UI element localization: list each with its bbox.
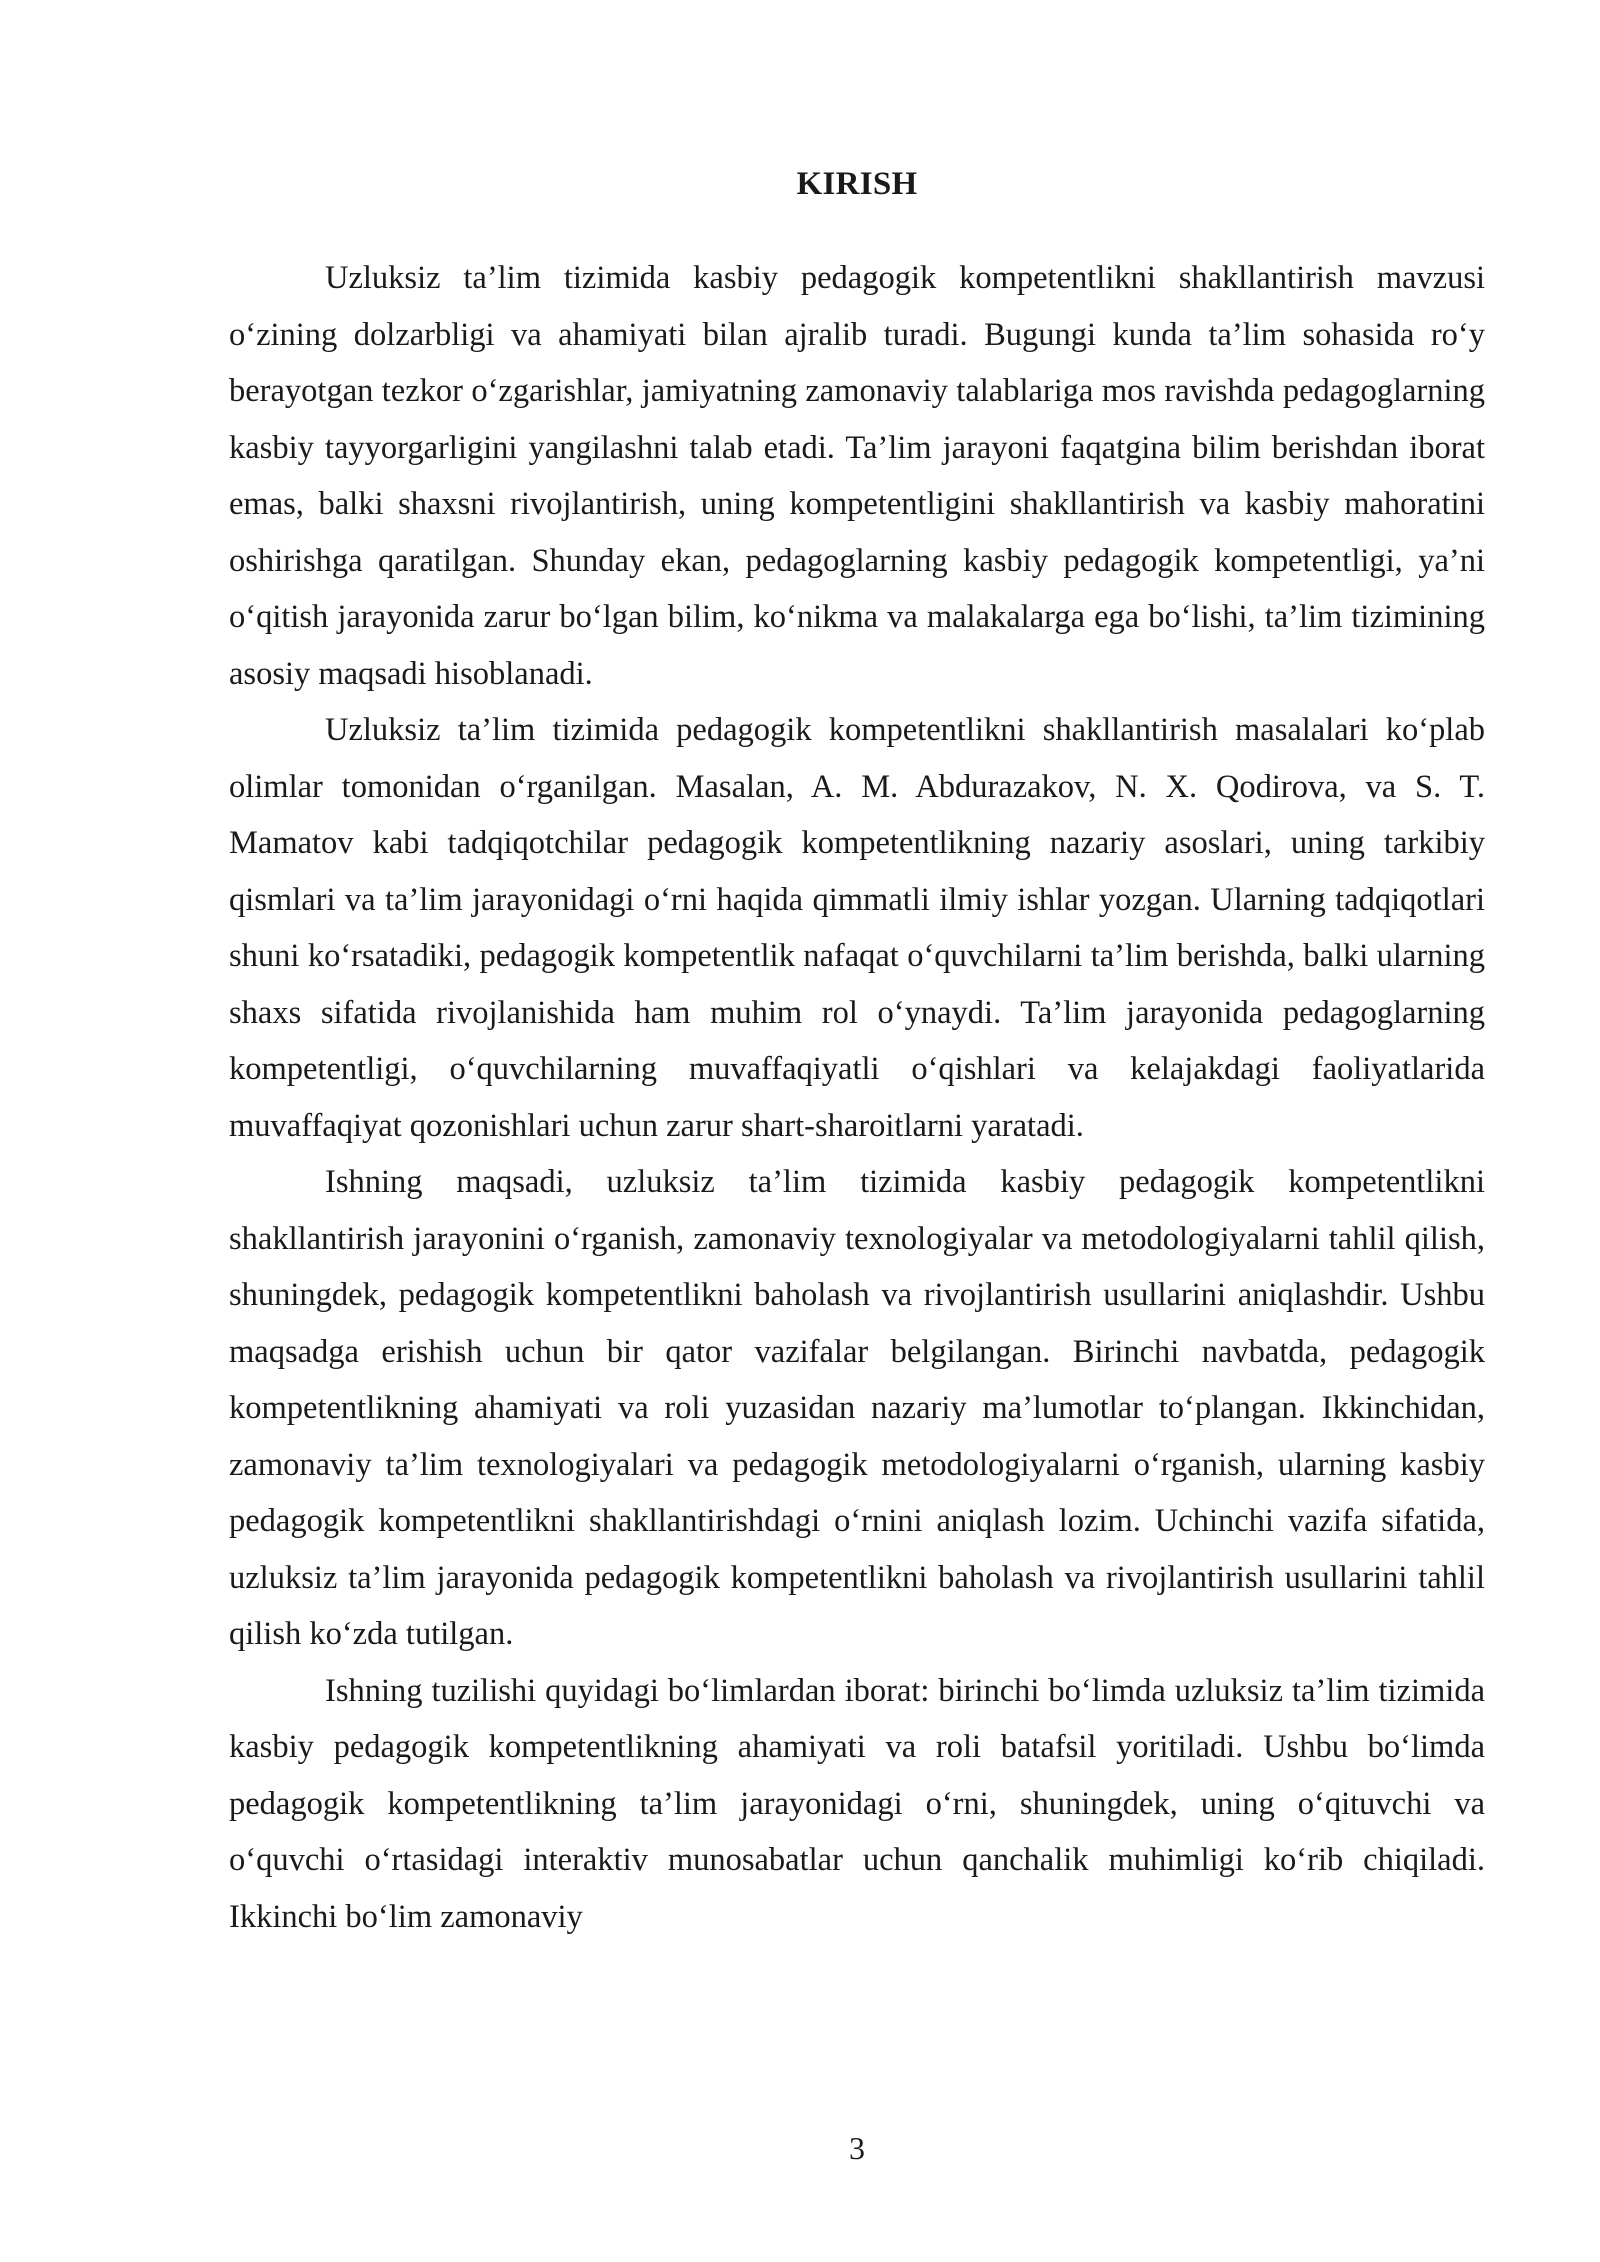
paragraph-structure: Ishning tuzilishi quyidagi bo‘limlardan iborat: birinchi bo‘limda uzluksiz ta’lim tizimida kasbiy pedagogik kompetentlikning ahamiyati va roli batafsil yoritiladi. Ushbu bo‘limda pedagogik kompetentlikning ta’lim jarayonidagi o‘rni, shuningdek, uning o‘qituvchi va o‘quvchi o‘rtasidagi interaktiv munosabatlar uchun qanchalik muhimligi ko‘rib chiqiladi. Ikkinchi bo‘lim zamonaviy bbox=[229, 1672, 1485, 1935]
page-title: KIRISH bbox=[796, 166, 918, 202]
page-number: 3 bbox=[849, 2130, 865, 2166]
paragraph-prior-research: Uzluksiz ta’lim tizimida pedagogik kompetentlikni shakllantirish masalalari ko‘plab olimlar tomonidan o‘rganilgan. Masalan, A. M. Abdurazakov, N. X. Qodirova, va S. T. Mamatov kabi tadqiqotchilar pedagogik kompetentlikning nazariy asoslari, uning tarkibiy qismlari va ta’lim jarayonidagi o‘rni haqida qimmatli ilmiy ishlar yozgan. Ularning tadqiqotlari shuni ko‘rsatadiki, pedagogik kompetentlik nafaqat o‘quvchilarni ta’lim berishda, balki ularning shaxs sifatida rivojlanishida ham muhim rol o‘ynaydi. Ta’lim jarayonida pedagoglarning kompetentligi, o‘quvchilarning muvaffaqiyatli o‘qishlari va kelajakdagi faoliyatlarida muvaffaqiyat qozonishlari uchun zarur shart-sharoitlarni yaratadi. bbox=[229, 712, 1485, 1144]
paragraph-aim-and-tasks: Ishning maqsadi, uzluksiz ta’lim tizimida kasbiy pedagogik kompetentlikni shakllantirish jarayonini o‘rganish, zamonaviy texnologiyalar va metodologiyalarni tahlil qilish, shuningdek, pedagogik kompetentlikni baholash va rivojlantirish usullarini aniqlashdir. Ushbu maqsadga erishish uchun bir qator vazifalar belgilangan. Birinchi navbatda, pedagogik kompetentlikning ahamiyati va roli yuzasidan nazariy ma’lumotlar to‘plangan. Ikkinchidan, zamonaviy ta’lim texnologiyalari va pedagogik metodologiyalarni o‘rganish, ularning kasbiy pedagogik kompetentlikni shakllantirishdagi o‘rnini aniqlash lozim. Uchinchi vazifa sifatida, uzluksiz ta’lim jarayonida pedagogik kompetentlikni baholash va rivojlantirish usullarini tahlil qilish ko‘zda tutilgan. bbox=[229, 1164, 1485, 1652]
body-text bbox=[229, 250, 1485, 1945]
paragraph-introduction: Uzluksiz ta’lim tizimida kasbiy pedagogik kompetentlikni shakllantirish mavzusi o‘zining dolzarbligi va ahamiyati bilan ajralib turadi. Bugungi kunda ta’lim sohasida ro‘y berayotgan tezkor o‘zgarishlar, jamiyatning zamonaviy talablariga mos ravishda pedagoglarning kasbiy tayyorgarligini yangilashni talab etadi. Ta’lim jarayoni faqatgina bilim berishdan iborat emas, balki shaxsni rivojlantirish, uning kompetentligini shakllantirish va kasbiy mahoratini oshirishga qaratilgan. Shunday ekan, pedagoglarning kasbiy pedagogik kompetentligi, ya’ni o‘qitish jarayonida zarur bo‘lgan bilim, ko‘nikma va malakalarga ega bo‘lishi, ta’lim tizimining asosiy maqsadi hisoblanadi. bbox=[229, 260, 1485, 692]
